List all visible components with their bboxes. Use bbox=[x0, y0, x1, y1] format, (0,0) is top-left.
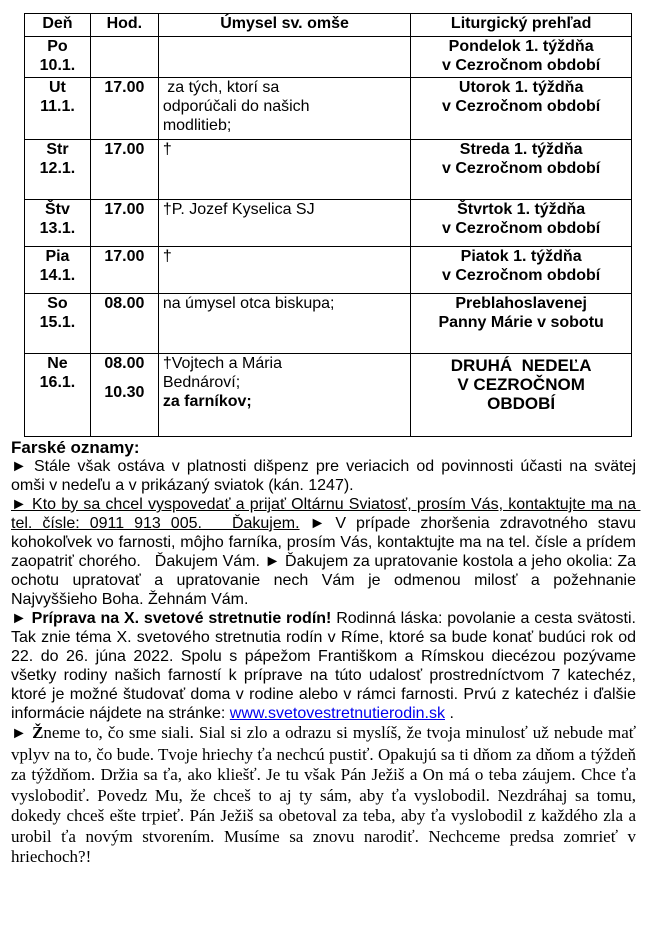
liturgy-cell: Preblahoslavenej Panny Márie v sobotu bbox=[411, 294, 632, 354]
intention-cell: na úmysel otca biskupa; bbox=[158, 294, 410, 354]
hour-cell: 17.00 bbox=[90, 78, 158, 140]
hour-cell: 17.00 bbox=[90, 247, 158, 294]
table-row bbox=[25, 354, 632, 437]
parish-announcements bbox=[11, 438, 641, 723]
intention-cell: †Vojtech a Mária Bednároví; za farníkov; bbox=[158, 354, 410, 437]
liturgy-cell: Štvrtok 1. týždňa v Cezročnom období bbox=[411, 200, 632, 247]
table-row bbox=[25, 140, 632, 200]
hour-cell: 08.00 10.30 bbox=[90, 354, 158, 437]
announcement-dispensation: ► Stále však ostáva v platnosti dišpenz pre veriacich od povinnosti účasti na svätej omši v nedeľu a v prikázaný sviatok (kán. 1247). bbox=[11, 458, 636, 494]
intention-cell: † bbox=[158, 247, 410, 294]
liturgy-cell: Streda 1. týždňa v Cezročnom období bbox=[411, 140, 632, 200]
mass-schedule-table bbox=[24, 13, 632, 437]
table-row bbox=[25, 37, 632, 78]
day-cell: Ut 11.1. bbox=[25, 78, 91, 140]
header-day: Deň bbox=[25, 14, 91, 37]
table-row bbox=[25, 78, 632, 140]
header-liturgy: Liturgický prehľad bbox=[411, 14, 632, 37]
day-cell: Pia 14.1. bbox=[25, 247, 91, 294]
intention-cell: † bbox=[158, 140, 410, 200]
table-header-row bbox=[25, 14, 632, 37]
bulletin-page bbox=[11, 13, 641, 868]
day-cell: Str 12.1. bbox=[25, 140, 91, 200]
hour-cell: 17.00 bbox=[90, 140, 158, 200]
header-hour: Hod. bbox=[90, 14, 158, 37]
day-cell: Štv 13.1. bbox=[25, 200, 91, 247]
liturgy-cell: Piatok 1. týždňa v Cezročnom období bbox=[411, 247, 632, 294]
liturgy-cell: Pondelok 1. týždňa v Cezročnom období bbox=[411, 37, 632, 78]
intention-cell: †P. Jozef Kyselica SJ bbox=[158, 200, 410, 247]
announcements-heading: Farské oznamy: bbox=[11, 438, 140, 457]
day-cell: Po 10.1. bbox=[25, 37, 91, 78]
website-link[interactable]: www.svetovestretnutierodin.sk bbox=[229, 705, 445, 722]
intention-cell: za tých, ktorí sa odporúčali do našich modlitieb; bbox=[158, 78, 410, 140]
day-cell: So 15.1. bbox=[25, 294, 91, 354]
hour-cell: 17.00 bbox=[90, 200, 158, 247]
table-row bbox=[25, 200, 632, 247]
table-row bbox=[25, 247, 632, 294]
liturgy-cell: DRUHÁ NEDEĽA V CEZROČNOM OBDOBÍ bbox=[411, 354, 632, 437]
liturgy-cell: Utorok 1. týždňa v Cezročnom období bbox=[411, 78, 632, 140]
reflection-paragraph: ► Žneme to, čo sme siali. Sial si zlo a odrazu si myslíš, že tvoja minulosť už nebude mať vplyv na to, čo bude. Tvoje hriechy ťa nechcú pustiť. Opakujú sa ti dňom za dňom a týždeň za týždňom. Držia sa ťa, ako kliešť. Je tu však Pán Ježiš a On má o teba záujem. Chce ťa vyslobodiť. Povedz Mu, že chceš to aj ty sám, aby ťa vyslobodil. Nezdráhaj sa tomu, dokedy chceš ešte trpieť. Pán Ježiš sa obetoval za teba, aby ťa vyslobodil z každého zla a urobil ťa novým stvorením. Musíme sa znovu narodiť. Nechceme predsa zomrieť v hriechoch?! bbox=[11, 723, 637, 866]
announcement-confession: ► Kto by sa chcel vyspovedať a prijať Oltárnu Sviatosť, prosím Vás, kontaktujte ma na tel. čísle: 0911 913 005. Ďakujem. ► V prípade zhoršenia zdravotného stavu kohokoľvek vo farnosti, môjho farníka, prosím Vás, kontaktujte ma na tel. čísle a prídem zaopatriť chorého. Ďakujem Vám. ► Ďakujem za upratovanie kostola a jeho okolia: Za ochotu upratovať a upratovanie nech Vám je odmenou milosť a požehnanie Najvyššieho Boha. Žehnám Vám. bbox=[11, 496, 641, 608]
hour-cell bbox=[90, 37, 158, 78]
announcement-world-meeting: ► Príprava na X. svetové stretnutie rodín! Rodinná láska: povolanie a cesta svätosti. Tak znie téma X. svetového stretnutia rodín v Ríme, ktoré sa bude konať budúci rok od 22. do 26. júna 2022. Spolu s pápežom Františkom a Rímskou diecézou pozývame všetky rodiny našich farností k príprave na túto udalosť prostredníctvom 7 katechéz, ktoré je možné študovať doma v rodine alebo v rámci farnosti. Prvú z katechéz i ďalšie informácie nájdete na stránke: www.svetovestretnutierodin.sk . bbox=[11, 610, 636, 722]
table-row bbox=[25, 294, 632, 354]
day-cell: Ne 16.1. bbox=[25, 354, 91, 437]
intention-cell bbox=[158, 37, 410, 78]
header-intention: Úmysel sv. omše bbox=[158, 14, 410, 37]
hour-cell: 08.00 bbox=[90, 294, 158, 354]
